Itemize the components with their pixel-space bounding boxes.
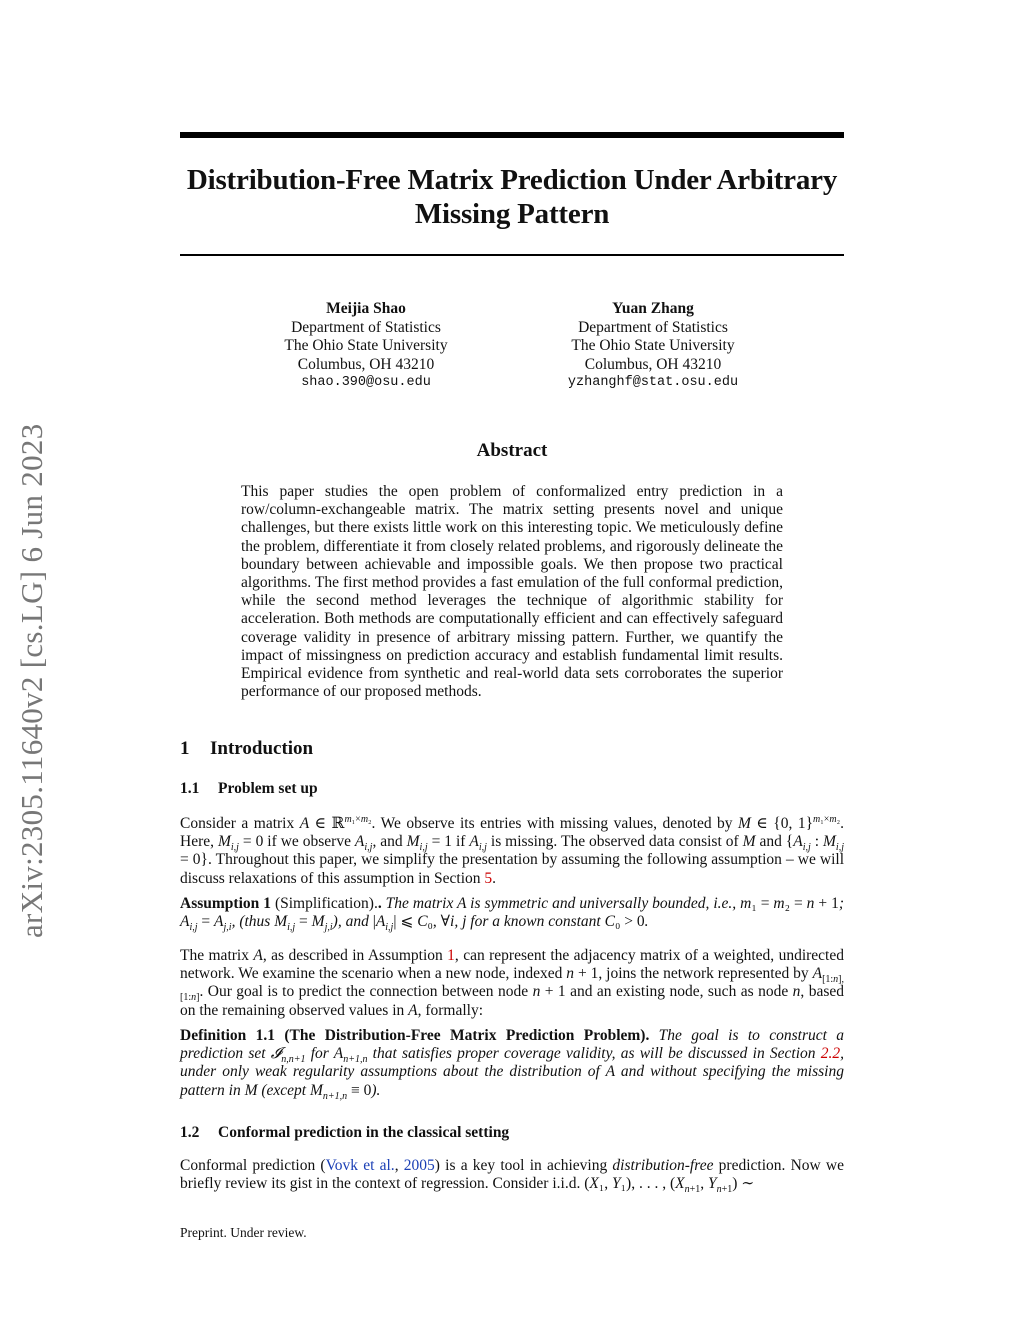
subsection-heading: 1.2 Conformal prediction in the classical setting bbox=[180, 1124, 510, 1141]
title-rule-top bbox=[180, 132, 844, 138]
citation-vovk[interactable]: Vovk et al. bbox=[325, 1157, 395, 1174]
arxiv-sidebar: arXiv:2305.11640v2 [cs.LG] 6 Jun 2023 bbox=[14, 423, 49, 938]
citation-year[interactable]: 2005 bbox=[403, 1157, 435, 1174]
author-email[interactable]: yzhanghf@stat.osu.edu bbox=[567, 375, 739, 390]
abstract-body: This paper studies the open problem of conformalized entry prediction in a row/column-exchangeable matrix. The matrix setting presents novel and unique challenges, but there exists little work on this interesting topic. We meticulously define the problem, differentiate it from closely related problems, and rigorously delineate the boundary between achievable and impossible goals. We then propose two practical algorithms. The first method provides a fast emulation of the full conformal prediction, while the second method leverages the technique of algorithmic stability for acceleration. Both methods are computationally efficient and can effectively safeguard coverage validity in presence of arbitrary missing pattern. Further, we quantify the impact of missingness on prediction accuracy and establish fundamental limit results. Empirical evidence from synthetic and real-world data sets corroborates the superior performance of our proposed methods. bbox=[241, 483, 783, 701]
author-block-2: Yuan Zhang Department of Statistics The Ohio State University Columbus, OH 43210 yzhanghf@stat.osu.edu bbox=[523, 300, 783, 393]
paragraph-setup: Consider a matrix A ∈ ℝ$^{m_1\times m_2}$. We observe its entries with missing values, denoted by M ∈ {0, 1}$^{m_1\times m_2}$. Here, $M_{i,j} = 0$ if we observe $A_{i,j}$, and $M_{i,j} = 1$ if $A_{i,j}$ is missing. The observed data consist of M and {$A_{i,j}$ : $M_{i,j} = 0$}. Throughout this paper, we simplify the presentation by assuming the following assumption – we will discuss relaxations of this assumption in Section 5. bbox=[180, 813, 845, 887]
author-email[interactable]: shao.390@osu.edu bbox=[301, 375, 431, 390]
assumption-1: Assumption 1 (Simplification).. The matrix A is symmetric and universally bounded, i.e., m₁ = m₂ = n + 1; $A_{i,j} = A_{j,i}$, (thus $M_{i,j} = M_{j,i}$), and $|A_{i,j}|$ ⩽ C₀, ∀i, j for a known constant C₀ > 0. bbox=[180, 895, 845, 934]
definition-1-1: Definition 1.1 (The Distribution-Free Matrix Prediction Problem). The goal is to construct a prediction set 𝓘$_{n,n+1}$ for $A_{n+1,n}$ that satisfies proper coverage validity, as will be discussed in Section 2.2, under only weak regularity assumptions about the distribution of A and without specifying the missing pattern in M (except $M_{n+1,n} \equiv 0$). bbox=[180, 1027, 845, 1102]
section-heading: 1 Introduction bbox=[180, 738, 314, 759]
abstract-heading: Abstract bbox=[476, 440, 548, 461]
footer-note: Preprint. Under review. bbox=[180, 1225, 307, 1240]
ref-section-2-2[interactable]: 2.2 bbox=[820, 1045, 841, 1063]
author-block-1: Meijia Shao Department of Statistics The Ohio State University Columbus, OH 43210 shao.390@osu.edu bbox=[236, 300, 496, 393]
paragraph-network: The matrix A, as described in Assumption 1, can represent the adjacency matrix of a weighted, undirected network. We examine the scenario when a new node, indexed n + 1, joins the network represented by $A_{[1:n],[1:n]}$. Our goal is to predict the connection between node n + 1 and an existing node, such as node n, based on the remaining observed values in A, formally: bbox=[180, 947, 845, 1019]
subsection-heading: 1.1 Problem set up bbox=[180, 780, 318, 797]
paper-title: Distribution-Free Matrix Prediction Under Arbitrary Missing Pattern bbox=[186, 164, 838, 230]
title-rule-bottom bbox=[180, 254, 844, 256]
paragraph-conformal: Conformal prediction (Vovk et al., 2005) is a key tool in achieving distribution-free prediction. Now we briefly review its gist in the context of regression. Consider i.i.d. (X₁, Y₁), . . . , ($X_{n+1}$, $Y_{n+1}$) ∼ bbox=[180, 1157, 845, 1196]
ref-section-5[interactable]: 5 bbox=[484, 869, 493, 887]
ref-assumption-1[interactable]: 1 bbox=[447, 947, 455, 964]
